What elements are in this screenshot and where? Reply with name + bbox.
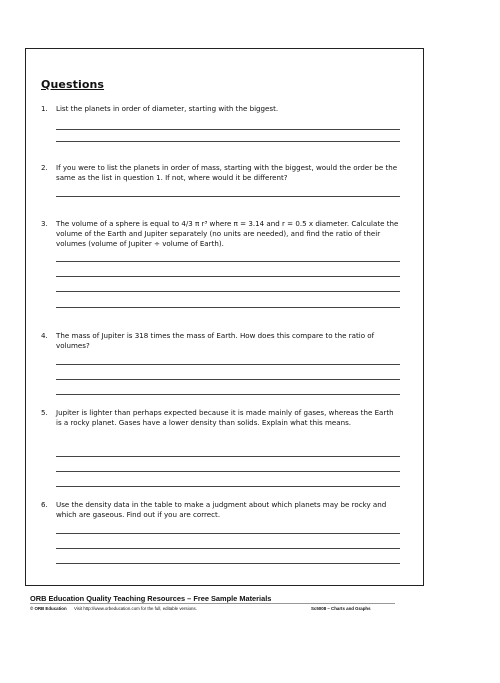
question-text: The mass of Jupiter is 318 times the mass of Earth. How does this compare to the ratio of volumes? xyxy=(56,331,375,350)
question-text: List the planets in order of diameter, starting with the biggest. xyxy=(56,104,279,113)
answer-line[interactable] xyxy=(56,261,400,262)
footer-visit-link[interactable]: Visit http://www.orbeducation.com for the full, editable versions. xyxy=(73,606,197,611)
question-number: 2. xyxy=(41,163,48,172)
answer-line[interactable] xyxy=(56,364,400,365)
answer-line[interactable] xyxy=(56,291,400,292)
question-number: 1. xyxy=(41,104,48,113)
footer-title: ORB Education Quality Teaching Resources – Free Sample Materials xyxy=(30,594,272,603)
question-text: If you were to list the planets in order of mass, starting with the biggest, would the order be the same as the list in question 1. If not, where would it be different? xyxy=(56,163,398,182)
question-text: Jupiter is lighter than perhaps expected because it is made mainly of gases, whereas the Earth is a rocky planet. Gases have a lower density than solids. Explain what this means. xyxy=(56,408,394,427)
footer-copyright: © ORB Education xyxy=(30,606,67,611)
answer-line[interactable] xyxy=(56,548,400,549)
question-number: 6. xyxy=(41,500,48,509)
footer-code: Sc5008 – Charts and Graphs xyxy=(311,606,371,611)
answer-line[interactable] xyxy=(56,533,400,534)
answer-line[interactable] xyxy=(56,456,400,457)
answer-line[interactable] xyxy=(56,141,400,142)
page-heading: Questions xyxy=(41,78,105,91)
answer-line[interactable] xyxy=(56,307,400,308)
answer-line[interactable] xyxy=(56,563,400,564)
answer-line[interactable] xyxy=(56,379,400,380)
question-number: 3. xyxy=(41,219,48,228)
question-text: Use the density data in the table to make a judgment about which planets may be rocky and which are gaseous. Find out if you are correct. xyxy=(56,500,387,519)
answer-line[interactable] xyxy=(56,196,400,197)
footer-credits xyxy=(30,606,197,611)
answer-line[interactable] xyxy=(56,129,400,130)
question-number: 5. xyxy=(41,408,48,417)
question-number: 4. xyxy=(41,331,48,340)
answer-line[interactable] xyxy=(56,486,400,487)
answer-line[interactable] xyxy=(56,394,400,395)
answer-line[interactable] xyxy=(56,471,400,472)
question-text: The volume of a sphere is equal to 4/3 π r³ where π = 3.14 and r = 0.5 x diameter. Calculate the volume of the Earth and Jupiter separately (no units are needed), and find the ratio of their volumes (volume of Jupiter ÷ volume of Earth). xyxy=(56,219,399,248)
footer-divider xyxy=(30,603,395,604)
answer-line[interactable] xyxy=(56,276,400,277)
